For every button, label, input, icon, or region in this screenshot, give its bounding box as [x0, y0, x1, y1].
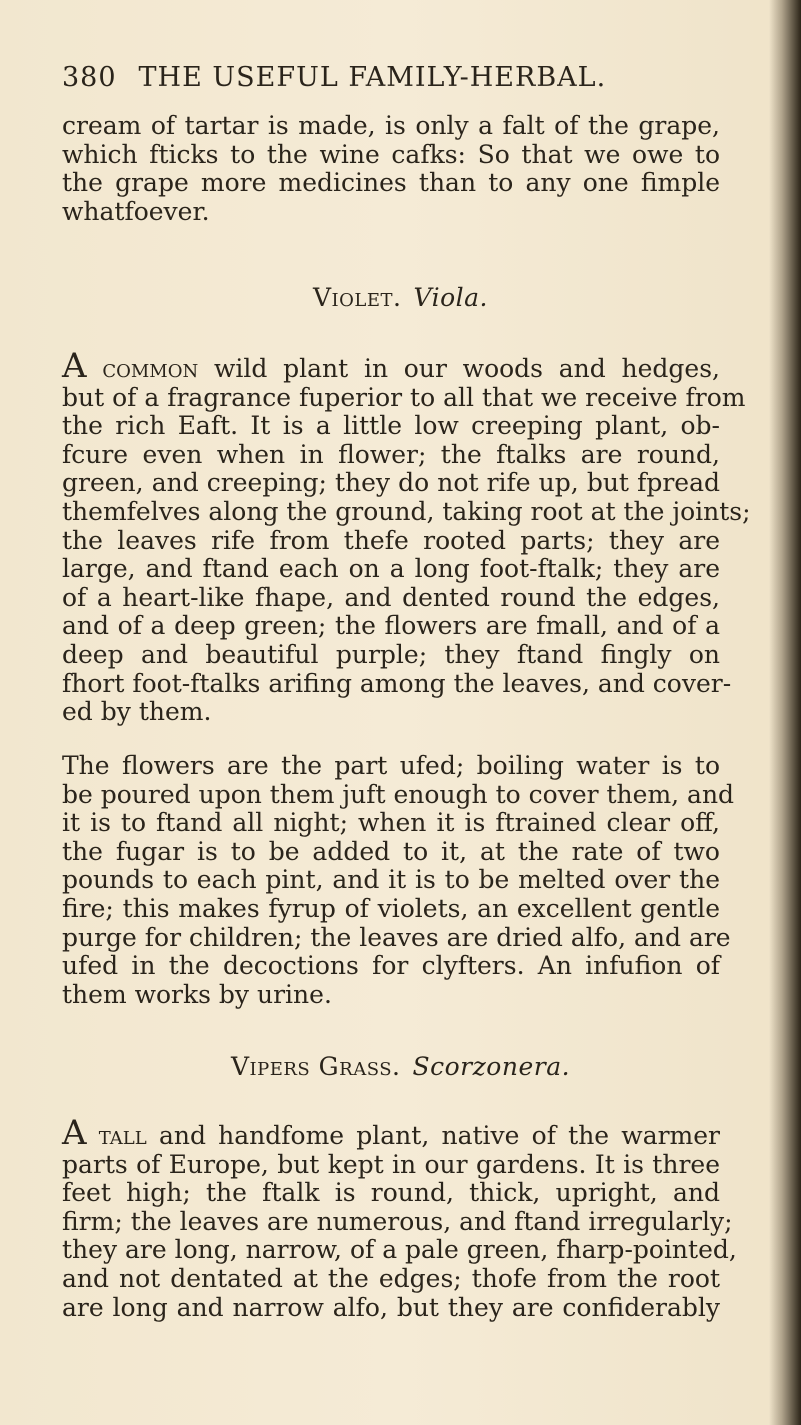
text-line: which fticks to the wine cafks: So that we owe to [62, 139, 720, 169]
text-line: the grape more medicines than to any one fimple [62, 168, 720, 198]
lead-word: tall [98, 1121, 147, 1150]
violet-uses-paragraph [62, 751, 735, 1009]
page-number: 380 [62, 62, 117, 93]
text-line: deep and beautiful purple; they ftand fingly on [62, 639, 720, 669]
text-line: A common wild plant in our woods and hedges, [62, 346, 720, 386]
heading-latin-name: Viola. [413, 283, 488, 312]
text-line: purge for children; the leaves are dried alfo, and are [62, 922, 731, 952]
text-line: them works by urine. [62, 979, 332, 1009]
text-line: they are long, narrow, of a pale green, fharp-pointed, [62, 1235, 737, 1265]
text-line: A tall and handfome plant, native of the warmer [62, 1113, 721, 1153]
text-line: it is to ftand all night; when it is ftrained clear off, [62, 808, 720, 838]
intro-paragraph [62, 112, 720, 226]
text-line: parts of Europe, but kept in our gardens. It is three [62, 1149, 720, 1179]
heading-common-name: Vipers Grass. [230, 1052, 401, 1081]
text-line: pounds to each pint, and it is to be melted over the [62, 865, 720, 895]
text-line: the leaves rife from thefe rooted parts; they are [62, 525, 720, 555]
text-line: cream of tartar is made, is only a falt of the grape, [62, 111, 720, 140]
initial-letter: A [62, 1113, 87, 1153]
text-line: the rich Eaft. It is a little low creeping plant, ob- [62, 411, 720, 441]
running-title: THE USEFUL FAMILY-HERBAL. [138, 62, 607, 93]
text-line: but of a fragrance fuperior to all that we receive from [62, 382, 746, 412]
text-line: ufed in the decoctions for clyfters. An infufion of [62, 951, 720, 981]
text-line: and not dentated at the edges; thofe from the root [62, 1263, 720, 1293]
text-line: be poured upon them juft enough to cover them, and [62, 779, 735, 809]
text-line: the fugar is to be added to it, at the rate of two [62, 836, 720, 866]
lead-word: common [102, 354, 199, 383]
text-line: themfelves along the ground, taking root at the joints; [62, 496, 751, 526]
text-line: fhort foot-ftalks arifing among the leaves, and cover- [62, 668, 732, 698]
text-line: green, and creeping; they do not rife up, but fpread [62, 468, 720, 498]
heading-latin-name: Scorzonera. [412, 1052, 571, 1081]
page-gutter-shadow [769, 0, 801, 1425]
text-line: fcure even when in flower; the ftalks are round, [62, 439, 720, 469]
text-line: ed by them. [62, 697, 212, 727]
initial-letter: A [62, 346, 87, 386]
text-line: whatfoever. [62, 196, 210, 226]
text-line: and of a deep green; the flowers are fmall, and of a [62, 611, 720, 641]
text-line: large, and ftand each on a long foot-ftalk; they are [62, 554, 720, 584]
heading-common-name: Violet. [313, 283, 402, 312]
text-line: feet high; the ftalk is round, thick, upright, and [62, 1178, 720, 1208]
text-line: The flowers are the part ufed; boiling water is to [62, 751, 720, 780]
text-line: are long and narrow alfo, but they are confiderably [62, 1292, 720, 1322]
section-heading-vipers-grass [0, 1052, 801, 1081]
vipers-grass-description [62, 1113, 737, 1322]
running-header [62, 62, 702, 93]
text-line: fire; this makes fyrup of violets, an excellent gentle [62, 893, 720, 923]
violet-description [62, 346, 751, 727]
text-line: of a heart-like fhape, and dented round the edges, [62, 582, 720, 612]
section-heading-violet [0, 283, 801, 312]
text-line: firm; the leaves are numerous, and ftand irregularly; [62, 1206, 733, 1236]
